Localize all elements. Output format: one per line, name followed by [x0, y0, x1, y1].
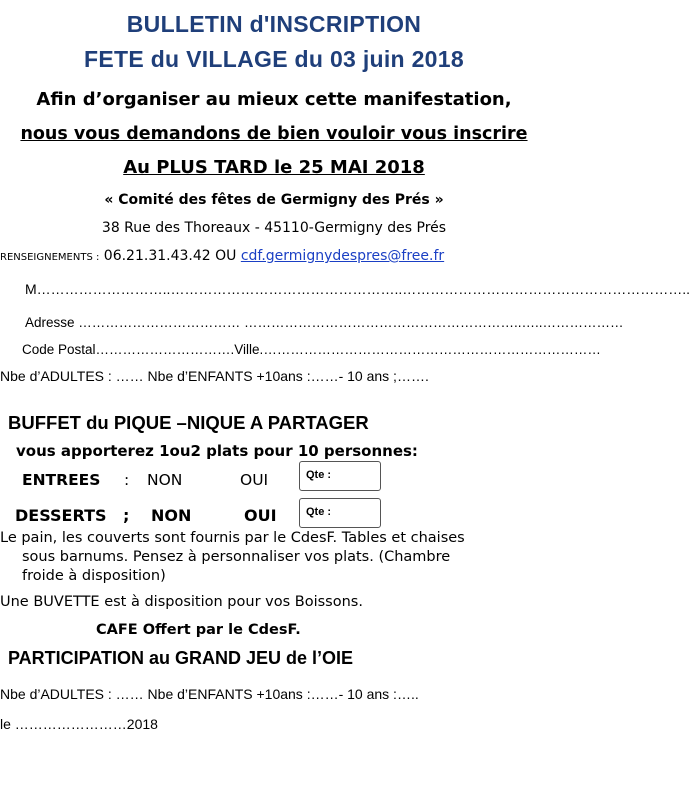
entrees-label: ENTREES — [22, 471, 101, 489]
name-field[interactable]: M………………………..…………………………………………..…………………………………………………….. — [25, 281, 690, 297]
buffet-note-line-3: froide à disposition) — [22, 568, 166, 584]
desserts-qty-label: Qte : — [306, 506, 332, 518]
email-link[interactable]: cdf.germignydespres@free.fr — [240, 248, 445, 264]
buffet-note-line-1: Le pain, les couverts sont fournis par le CdesF. Tables et chaises — [0, 530, 465, 546]
deadline-line: Au PLUS TARD le 25 MAI 2018 — [123, 157, 425, 178]
info-label: RENSEIGNEMENTS : — [0, 252, 100, 263]
organizer-name: « Comité des fêtes de Germigny des Prés » — [104, 192, 444, 208]
info-phone: 06.21.31.43.42 OU — [99, 248, 241, 264]
buvette-line: Une BUVETTE est à disposition pour vos Boissons. — [0, 594, 363, 610]
postal-city-field[interactable]: Code Postal………………………….Ville.………………………………………………………………… — [22, 342, 601, 357]
intro-line-1: Afin d’organiser au mieux cette manifestation, — [36, 89, 512, 110]
entrees-yes-option[interactable]: OUI — [240, 471, 269, 489]
counts-field[interactable]: Nbe d’ADULTES : …… Nbe d’ENFANTS +10ans :……- 10 ans ;……. — [0, 368, 429, 384]
buffet-subheading: vous apporterez 1ou2 plats pour 10 personnes: — [16, 442, 418, 460]
cafe-line: CAFE Offert par le CdesF. — [96, 622, 301, 638]
entrees-sep: : — [124, 471, 130, 489]
game-heading: PARTICIPATION au GRAND JEU de l’OIE — [8, 648, 354, 668]
title-line-1: BULLETIN d'INSCRIPTION — [126, 11, 422, 37]
date-field[interactable]: le ……………………2018 — [0, 716, 158, 732]
desserts-sep: ; — [123, 506, 130, 525]
address-field[interactable]: Adresse ……………………………… ……………………………………………………..…..……………… — [25, 315, 624, 330]
desserts-qty-box[interactable] — [299, 498, 381, 528]
buffet-note-line-2: sous barnums. Pensez à personnaliser vos plats. (Chambre — [22, 549, 451, 565]
entrees-qty-box[interactable] — [299, 461, 381, 491]
entrees-no-option[interactable]: NON — [147, 471, 183, 489]
game-counts-field[interactable]: Nbe d’ADULTES : …… Nbe d’ENFANTS +10ans :……- 10 ans :….. — [0, 686, 419, 702]
buffet-heading: BUFFET du PIQUE –NIQUE A PARTAGER — [8, 412, 369, 433]
desserts-no-option[interactable]: NON — [151, 506, 192, 525]
info-line — [0, 248, 444, 264]
intro-line-2: nous vous demandons de bien vouloir vous inscrire — [20, 124, 528, 144]
desserts-yes-option[interactable]: OUI — [244, 506, 277, 525]
title-line-2: FETE du VILLAGE du 03 juin 2018 — [84, 46, 464, 72]
organizer-address: 38 Rue des Thoreaux - 45110-Germigny des Prés — [101, 220, 447, 236]
desserts-label: DESSERTS — [15, 506, 107, 525]
entrees-qty-label: Qte : — [306, 469, 332, 481]
